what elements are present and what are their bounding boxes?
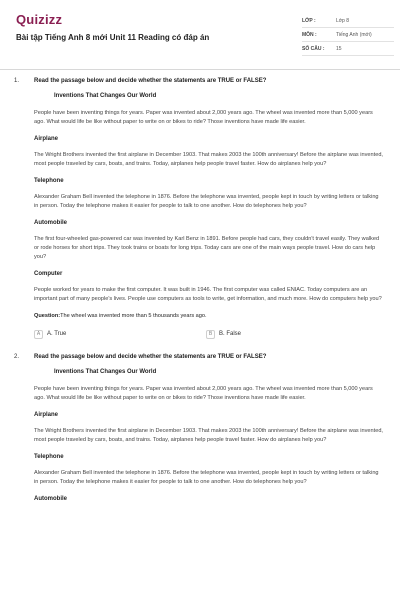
worksheet-header <box>0 0 400 70</box>
option-text: B. False <box>219 331 242 337</box>
meta-value: Lớp 8 <box>336 17 350 24</box>
question-instruction: Read the passage below and decide whether the statements are TRUE or FALSE? <box>34 354 267 360</box>
meta-value: 15 <box>336 45 342 52</box>
passage-intro: People have been inventing things for years. Paper was invented about 2,000 years ago. The wheel was invented more than 5,000 years ago. What would life be like without paper to write on or bikes to ride? Those inventions have made life easier. <box>34 386 373 401</box>
meta-row-count <box>302 42 394 56</box>
question-number: 2. <box>14 354 20 360</box>
question-1 <box>0 78 400 340</box>
section-text-computer: People worked for years to make the first computer. It was built in 1946. The first computer was called ENIAC. Today computers are an important part of many people's lives. People use computers as tools to write, get information, and much more. How do computers help you? <box>34 287 382 302</box>
section-heading-computer: Computer <box>34 271 63 277</box>
section-heading-telephone: Telephone <box>34 454 64 460</box>
section-text-airplane: The Wright Brothers invented the first airplane in December 1903. That makes 2003 the 100th anniversary! Before the airplane was invented, most people traveled by cars, boats, and trains. Today, airplanes help people travel faster. How do airplanes help you? <box>34 428 383 443</box>
question-instruction: Read the passage below and decide whether the statements are TRUE or FALSE? <box>34 78 267 84</box>
section-text-airplane: The Wright Brothers invented the first airplane in December 1903. That makes 2003 the 100th anniversary! Before the airplane was invented, most people traveled by cars, boats, and trains. Today, airplanes help people travel faster. How do airplanes help you? <box>34 152 383 167</box>
answer-option-b[interactable] <box>206 328 361 340</box>
section-text-telephone: Alexander Graham Bell invented the telephone in 1876. Before the telephone was invented, people kept in touch by writing letters or talking in person. Today the telephone makes it easier for people to talk to one another. How do telephones help you? <box>34 470 379 485</box>
quizizz-logo: Quizizz <box>16 12 63 27</box>
meta-label: SỐ CÂU : <box>302 45 325 52</box>
meta-row-subject <box>302 28 394 42</box>
question-2 <box>0 354 400 502</box>
option-text: A. True <box>47 331 67 337</box>
question-body <box>34 78 384 340</box>
section-heading-telephone: Telephone <box>34 178 64 184</box>
question-label: Question: <box>34 313 61 319</box>
meta-row-grade <box>302 14 394 28</box>
section-heading-automobile: Automobile <box>34 220 67 226</box>
question-statement <box>34 313 384 319</box>
section-heading-automobile: Automobile <box>34 496 67 502</box>
passage-intro: People have been inventing things for years. Paper was invented about 2,000 years ago. The wheel was invented more than 5,000 years ago. What would life be like without paper to write on or bikes to ride? Those inventions have made life easier. <box>34 110 373 125</box>
section-text-telephone: Alexander Graham Bell invented the telephone in 1876. Before the telephone was invented, people kept in touch by writing letters or talking in person. Today the telephone makes it easier for people to talk to one another. How do telephones help you? <box>34 194 379 209</box>
option-letter-badge: B <box>206 330 215 339</box>
worksheet-meta <box>302 14 394 56</box>
section-heading-airplane: Airplane <box>34 136 59 142</box>
answer-option-a[interactable] <box>34 328 189 340</box>
passage-title: Inventions That Changes Our World <box>54 369 157 375</box>
meta-value: Tiếng Anh (mới) <box>336 31 372 38</box>
worksheet-title: Bài tập Tiếng Anh 8 mới Unit 11 Reading có đáp án <box>16 33 210 42</box>
passage-title: Inventions That Changes Our World <box>54 93 157 99</box>
question-number: 1. <box>14 78 20 84</box>
section-heading-airplane: Airplane <box>34 412 59 418</box>
answer-options <box>34 328 384 340</box>
meta-label: LỚP : <box>302 17 316 24</box>
worksheet-content <box>0 78 400 511</box>
section-text-automobile: The first four-wheeled gas-powered car was invented by Karl Benz in 1891. Before people had cars, they couldn't travel easily. They walked or rode horses for short trips. They took trains or boats for long trips. Today cars are one of the main ways people travel. How do cars help you? <box>34 236 380 260</box>
meta-label: MÔN : <box>302 31 317 38</box>
question-text: The wheel was invented more than 5 thousands years ago. <box>60 313 207 319</box>
question-body <box>34 354 384 502</box>
option-letter-badge: A <box>34 330 43 339</box>
